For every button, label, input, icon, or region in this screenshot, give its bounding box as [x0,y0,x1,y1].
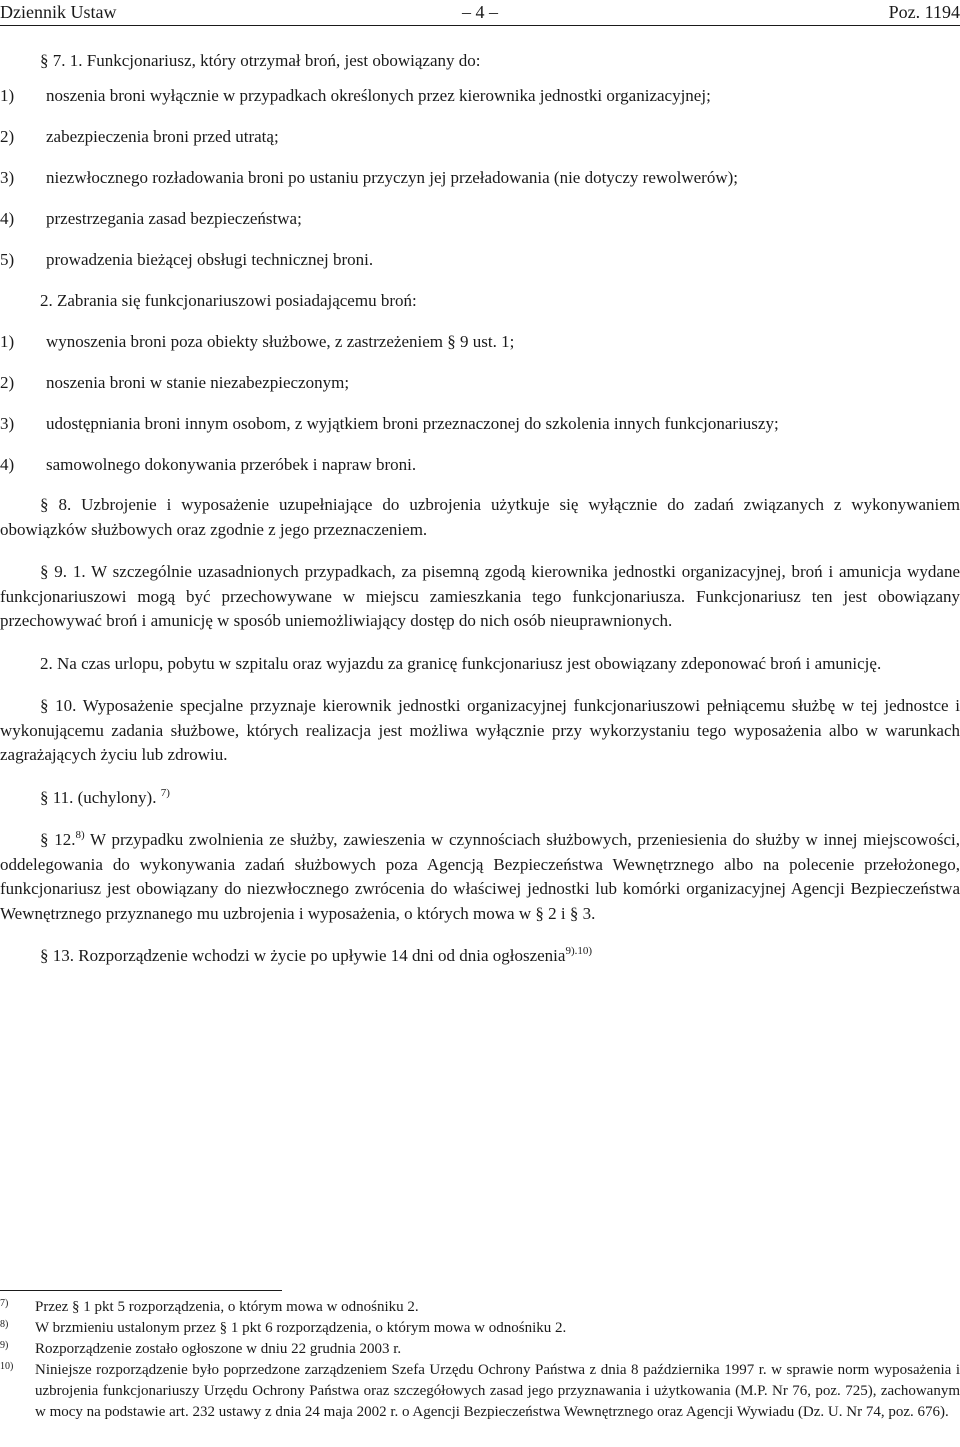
footnote-text: Przez § 1 pkt 5 rozporządzenia, o którym mowa w odnośniku 2. [35,1299,419,1315]
item-number: 4) [0,455,15,474]
list-item [0,362,960,403]
footnote-text: W brzmieniu ustalonym przez § 1 pkt 6 rozporządzenia, o którym mowa w odnośniku 2. [35,1320,567,1336]
footnotes [0,1297,960,1423]
position-number: Poz. 1194 [888,2,960,22]
section-11-text: § 11. (uchylony). [40,787,157,807]
footnote [0,1318,960,1339]
item-number: 3) [0,168,15,187]
item-number: 4) [0,209,15,228]
document-body [0,46,960,969]
section-13-text: § 13. Rozporządzenie wchodzi w życie po upływie 14 dni od dnia ogłoszenia [40,946,566,965]
header-divider [0,25,960,26]
item-text: niezwłocznego rozładowania broni po ustaniu przyczyn jej przeładowania (nie dotyczy rewolwerów); [46,168,739,187]
item-number: 1) [0,332,15,351]
list-item [0,116,960,157]
section-9-paragraph-1: § 9. 1. W szczególnie uzasadnionych przypadkach, za pisemną zgodą kierownika jednostki organizacyjnej, broń i amunicja wydane funkcjonariuszowi mogą być przechowywane w miejscu zamieszkania tego funkcjonariusza. Funkcjonariusz ten jest obowiązany przechowywać broń i amunicję w sposób uniemożliwiający dostęp do nich osób nieuprawnionych. [0,562,960,630]
footnote-text: Rozporządzenie zostało ogłoszone w dniu 22 grudnia 2003 r. [35,1341,402,1357]
item-number: 3) [0,414,15,433]
item-text: udostępniania broni innym osobom, z wyjątkiem broni przeznaczonej do szkolenia innych funkcjonariuszy; [46,414,779,433]
footnote [0,1339,960,1360]
item-number: 1) [0,86,15,105]
list-item [0,321,960,362]
section-8: § 8. Uzbrojenie i wyposażenie uzupełniające do uzbrojenia użytkuje się wyłącznie do zadań związanych z wykonywaniem obowiązków służbowych oraz zgodnie z jego przeznaczeniem. [0,495,960,539]
footnote-ref: 7) [160,786,170,799]
section-9-paragraph-2: 2. Na czas urlopu, pobytu w szpitalu oraz wyjazdu za granicę funkcjonariusz jest obowiązany zdeponować broń i amunicję. [40,653,882,673]
footnote-mark: 10) [0,1361,14,1372]
journal-title: Dziennik Ustaw [0,2,117,22]
footnote [0,1297,960,1318]
list-item [0,239,960,280]
footnote-mark: 8) [0,1319,9,1330]
list-item [0,198,960,239]
footnote-ref: 8) [75,829,85,841]
item-text: prowadzenia bieżącej obsługi technicznej broni. [46,250,374,269]
item-number: 5) [0,250,15,269]
footnote-mark: 7) [0,1298,9,1309]
section-10: § 10. Wyposażenie specjalne przyznaje kierownik jednostki organizacyjnej funkcjonariuszowi pełniącemu służbę w tej jednostce i wykonującemu zadania służbowe, których realizacja jest możliwa wyłącznie przy wykorzystaniu tego wyposażenia albo w warunkach zagrażających życiu lub zdrowiu. [0,696,960,764]
section-12 [0,828,960,926]
item-number: 2) [0,373,15,392]
footnote [0,1360,960,1423]
list-item [0,75,960,116]
item-text: wynoszenia broni poza obiekty służbowe, z zastrzeżeniem § 9 ust. 1; [46,332,515,351]
item-number: 2) [0,127,15,146]
section-13 [0,944,960,969]
item-text: noszenia broni wyłącznie w przypadkach określonych przez kierownika jednostki organizacyjnej; [46,86,711,105]
footnote-ref: 9).10) [565,945,593,957]
page-number: – 4 – [462,2,498,22]
item-text: noszenia broni w stanie niezabezpieczonym; [46,373,350,392]
section-12-text: W przypadku zwolnienia ze służby, zawieszenia w czynnościach służbowych, przeniesienia do służby w innej miejscowości, oddelegowania do wykonywania zadań służbowych poza Agencją Bezpieczeństwa Wewnętrznego albo na polecenie przełożonego, funkcjonariusz jest obowiązany do niezwłocznego zwrócenia do właściwej jednostki lub komórki organizacyjnej Agencji Bezpieczeństwa Wewnętrznego przyznanego mu uzbrojenia i wyposażenia, o których mowa w § 2 i § 3. [0,830,960,923]
item-text: samowolnego dokonywania przeróbek i napraw broni. [46,455,417,474]
list-item [0,444,960,485]
item-text: przestrzegania zasad bezpieczeństwa; [46,209,302,228]
section-7-paragraph-2: 2. Zabrania się funkcjonariuszowi posiadającemu broń: [40,291,417,310]
footnote-divider [0,1290,282,1291]
section-11 [0,786,960,811]
list-item [0,403,960,444]
section-7-intro: § 7. 1. Funkcjonariusz, który otrzymał broń, jest obowiązany do: [40,51,481,70]
footnote-mark: 9) [0,1340,9,1351]
page-header [0,0,960,26]
item-text: zabezpieczenia broni przed utratą; [46,127,279,146]
list-item [0,157,960,198]
section-12-lead: § 12. [40,830,76,849]
footnote-text: Niniejsze rozporządzenie było poprzedzone zarządzeniem Szefa Urzędu Ochrony Państwa z dnia 8 października 1997 r. w sprawie norm wyposażenia i uzbrojenia funkcjonariuszy Urzędu Ochrony Państwa oraz szczegółowych zasad jego przyznawania i użytkowania (M.P. Nr 76, poz. 725), zachowanym w mocy na podstawie art. 232 ustawy z dnia 24 maja 2002 r. o Agencji Bezpieczeństwa Wewnętrznego oraz Agencji Wywiadu (Dz. U. Nr 74, poz. 676). [35,1362,960,1420]
